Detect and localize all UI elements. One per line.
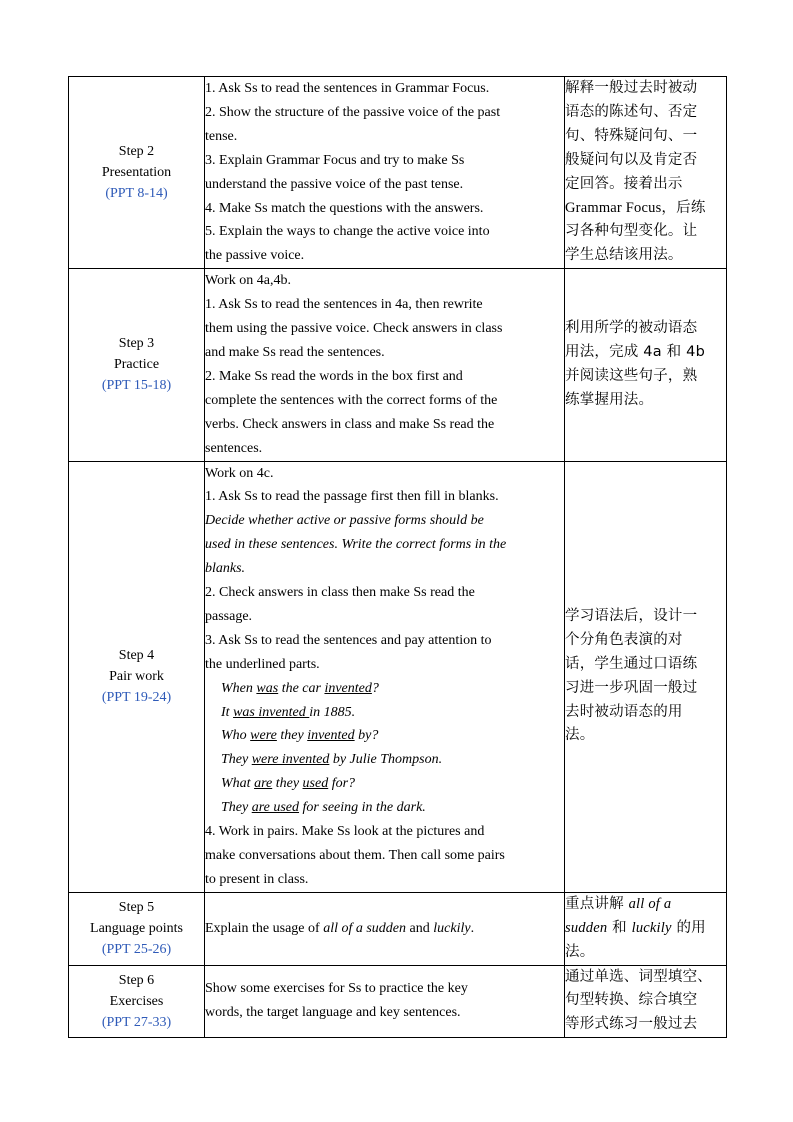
procedure-line: 4. Work in pairs. Make Ss look at the pictures and: [205, 824, 485, 840]
procedure-line: tense.: [205, 128, 238, 144]
table-row: [69, 461, 727, 892]
note-line: sudden 和 luckily 的用: [565, 919, 706, 936]
procedure-line: the underlined parts.: [205, 656, 320, 672]
step-number: Step 4: [118, 648, 155, 664]
ppt-range: (PPT 19-24): [101, 690, 172, 706]
instruction-line: used in these sentences. Write the correct forms in the: [205, 537, 507, 553]
procedure-line: passage.: [205, 608, 253, 624]
design-note-cell: [565, 269, 727, 461]
example-sentence: What are they used for?: [221, 776, 356, 792]
step-cell: [69, 892, 205, 965]
instruction-line: Decide whether active or passive forms should be: [205, 513, 484, 529]
table-row: [69, 892, 727, 965]
procedure-line: understand the passive voice of the past tense.: [205, 176, 464, 192]
design-note-cell: [565, 965, 727, 1038]
procedure-cell: [205, 892, 565, 965]
note-line: 个分角色表演的对: [565, 631, 683, 648]
note-line: 并阅读这些句子，熟: [565, 367, 698, 384]
example-sentence: They are used for seeing in the dark.: [221, 800, 426, 816]
procedure-cell: [205, 461, 565, 892]
note-line: 法。: [565, 727, 595, 744]
note-line: 学习语法后，设计一: [565, 607, 698, 624]
step-number: Step 5: [118, 900, 155, 916]
note-line: 解释一般过去时被动: [565, 80, 698, 96]
procedure-line: Explain the usage of all of a sudden and luckily.: [205, 920, 475, 936]
procedure-cell: [205, 77, 565, 269]
procedure-line: 2. Show the structure of the passive voice of the past: [205, 104, 501, 120]
note-line: 习进一步巩固一般过: [565, 679, 698, 696]
procedure-line: Work on 4c.: [205, 465, 274, 481]
procedure-line: 1. Ask Ss to read the passage first then fill in blanks.: [205, 489, 499, 505]
design-note-cell: [565, 461, 727, 892]
note-line: 学生总结该用法。: [565, 247, 683, 264]
procedure-line: verbs. Check answers in class and make Ss read the: [205, 416, 495, 432]
procedure-line: complete the sentences with the correct forms of the: [205, 392, 498, 408]
lesson-plan-table: [68, 76, 727, 1038]
step-name: Language points: [90, 921, 183, 937]
note-line: 用法，完成 4a 和 4b: [565, 343, 705, 360]
ppt-range: (PPT 8-14): [105, 186, 168, 202]
note-line: 定回答。接着出示: [565, 175, 683, 192]
table-row: [69, 77, 727, 269]
ppt-range: (PPT 27-33): [101, 1014, 172, 1030]
note-line: Grammar Focus，后练: [565, 199, 706, 216]
step-name: Presentation: [101, 165, 172, 181]
table-row: [69, 965, 727, 1038]
procedure-line: 2. Make Ss read the words in the box first and: [205, 368, 463, 384]
note-line: 句型转换、综合填空: [565, 992, 698, 1009]
note-line: 去时被动语态的用: [565, 703, 683, 720]
example-sentence: It was invented in 1885.: [221, 704, 356, 720]
note-line: 重点讲解 all of a: [565, 895, 672, 912]
note-line: 语态的陈述句、否定: [565, 103, 698, 120]
design-note-cell: [565, 892, 727, 965]
step-name: Pair work: [109, 669, 164, 685]
instruction-line: blanks.: [205, 561, 246, 577]
note-line: 利用所学的被动语态: [565, 320, 698, 337]
note-line: 等形式练习一般过去: [565, 1016, 698, 1033]
procedure-line: 4. Make Ss match the questions with the answers.: [205, 200, 484, 216]
example-sentence: Who were they invented by?: [221, 728, 379, 744]
procedure-line: them using the passive voice. Check answers in class: [205, 321, 503, 337]
ppt-range: (PPT 25-26): [101, 942, 172, 958]
note-line: 般疑问句以及肯定否: [565, 151, 698, 168]
step-number: Step 6: [118, 972, 155, 988]
procedure-line: Work on 4a,4b.: [205, 273, 291, 289]
note-line: 句、特殊疑问句、一: [565, 127, 698, 144]
procedure-line: sentences.: [205, 440, 263, 456]
step-cell: [69, 965, 205, 1038]
example-sentence: They were invented by Julie Thompson.: [221, 752, 443, 768]
procedure-line: 5. Explain the ways to change the active voice into: [205, 224, 490, 240]
step-cell: [69, 461, 205, 892]
step-cell: [69, 269, 205, 461]
procedure-cell: [205, 965, 565, 1038]
table-row: [69, 269, 727, 461]
procedure-line: Show some exercises for Ss to practice the key: [205, 981, 468, 997]
step-name: Exercises: [109, 993, 164, 1009]
note-line: 通过单选、词型填空、: [565, 968, 712, 985]
procedure-cell: [205, 269, 565, 461]
procedure-line: words, the target language and key sentences.: [205, 1005, 461, 1021]
procedure-line: 1. Ask Ss to read the sentences in Grammar Focus.: [205, 81, 490, 96]
procedure-line: the passive voice.: [205, 248, 305, 264]
procedure-line: to present in class.: [205, 871, 309, 887]
procedure-line: 2. Check answers in class then make Ss read the: [205, 585, 475, 601]
step-cell: [69, 77, 205, 269]
note-line: 话，学生通过口语练: [565, 655, 698, 672]
procedure-line: 1. Ask Ss to read the sentences in 4a, then rewrite: [205, 297, 483, 313]
ppt-range: (PPT 15-18): [101, 378, 172, 394]
procedure-line: 3. Explain Grammar Focus and try to make Ss: [205, 152, 465, 168]
procedure-line: make conversations about them. Then call some pairs: [205, 848, 505, 863]
note-line: 习各种句型变化。让: [565, 223, 698, 240]
step-name: Practice: [113, 357, 160, 373]
procedure-line: 3. Ask Ss to read the sentences and pay attention to: [205, 632, 492, 648]
step-number: Step 3: [118, 336, 155, 352]
note-line: 法。: [565, 943, 595, 960]
step-number: Step 2: [118, 144, 155, 160]
design-note-cell: [565, 77, 727, 269]
procedure-line: and make Ss read the sentences.: [205, 344, 385, 360]
example-sentence: When was the car invented?: [221, 680, 379, 696]
note-line: 练掌握用法。: [565, 391, 654, 408]
